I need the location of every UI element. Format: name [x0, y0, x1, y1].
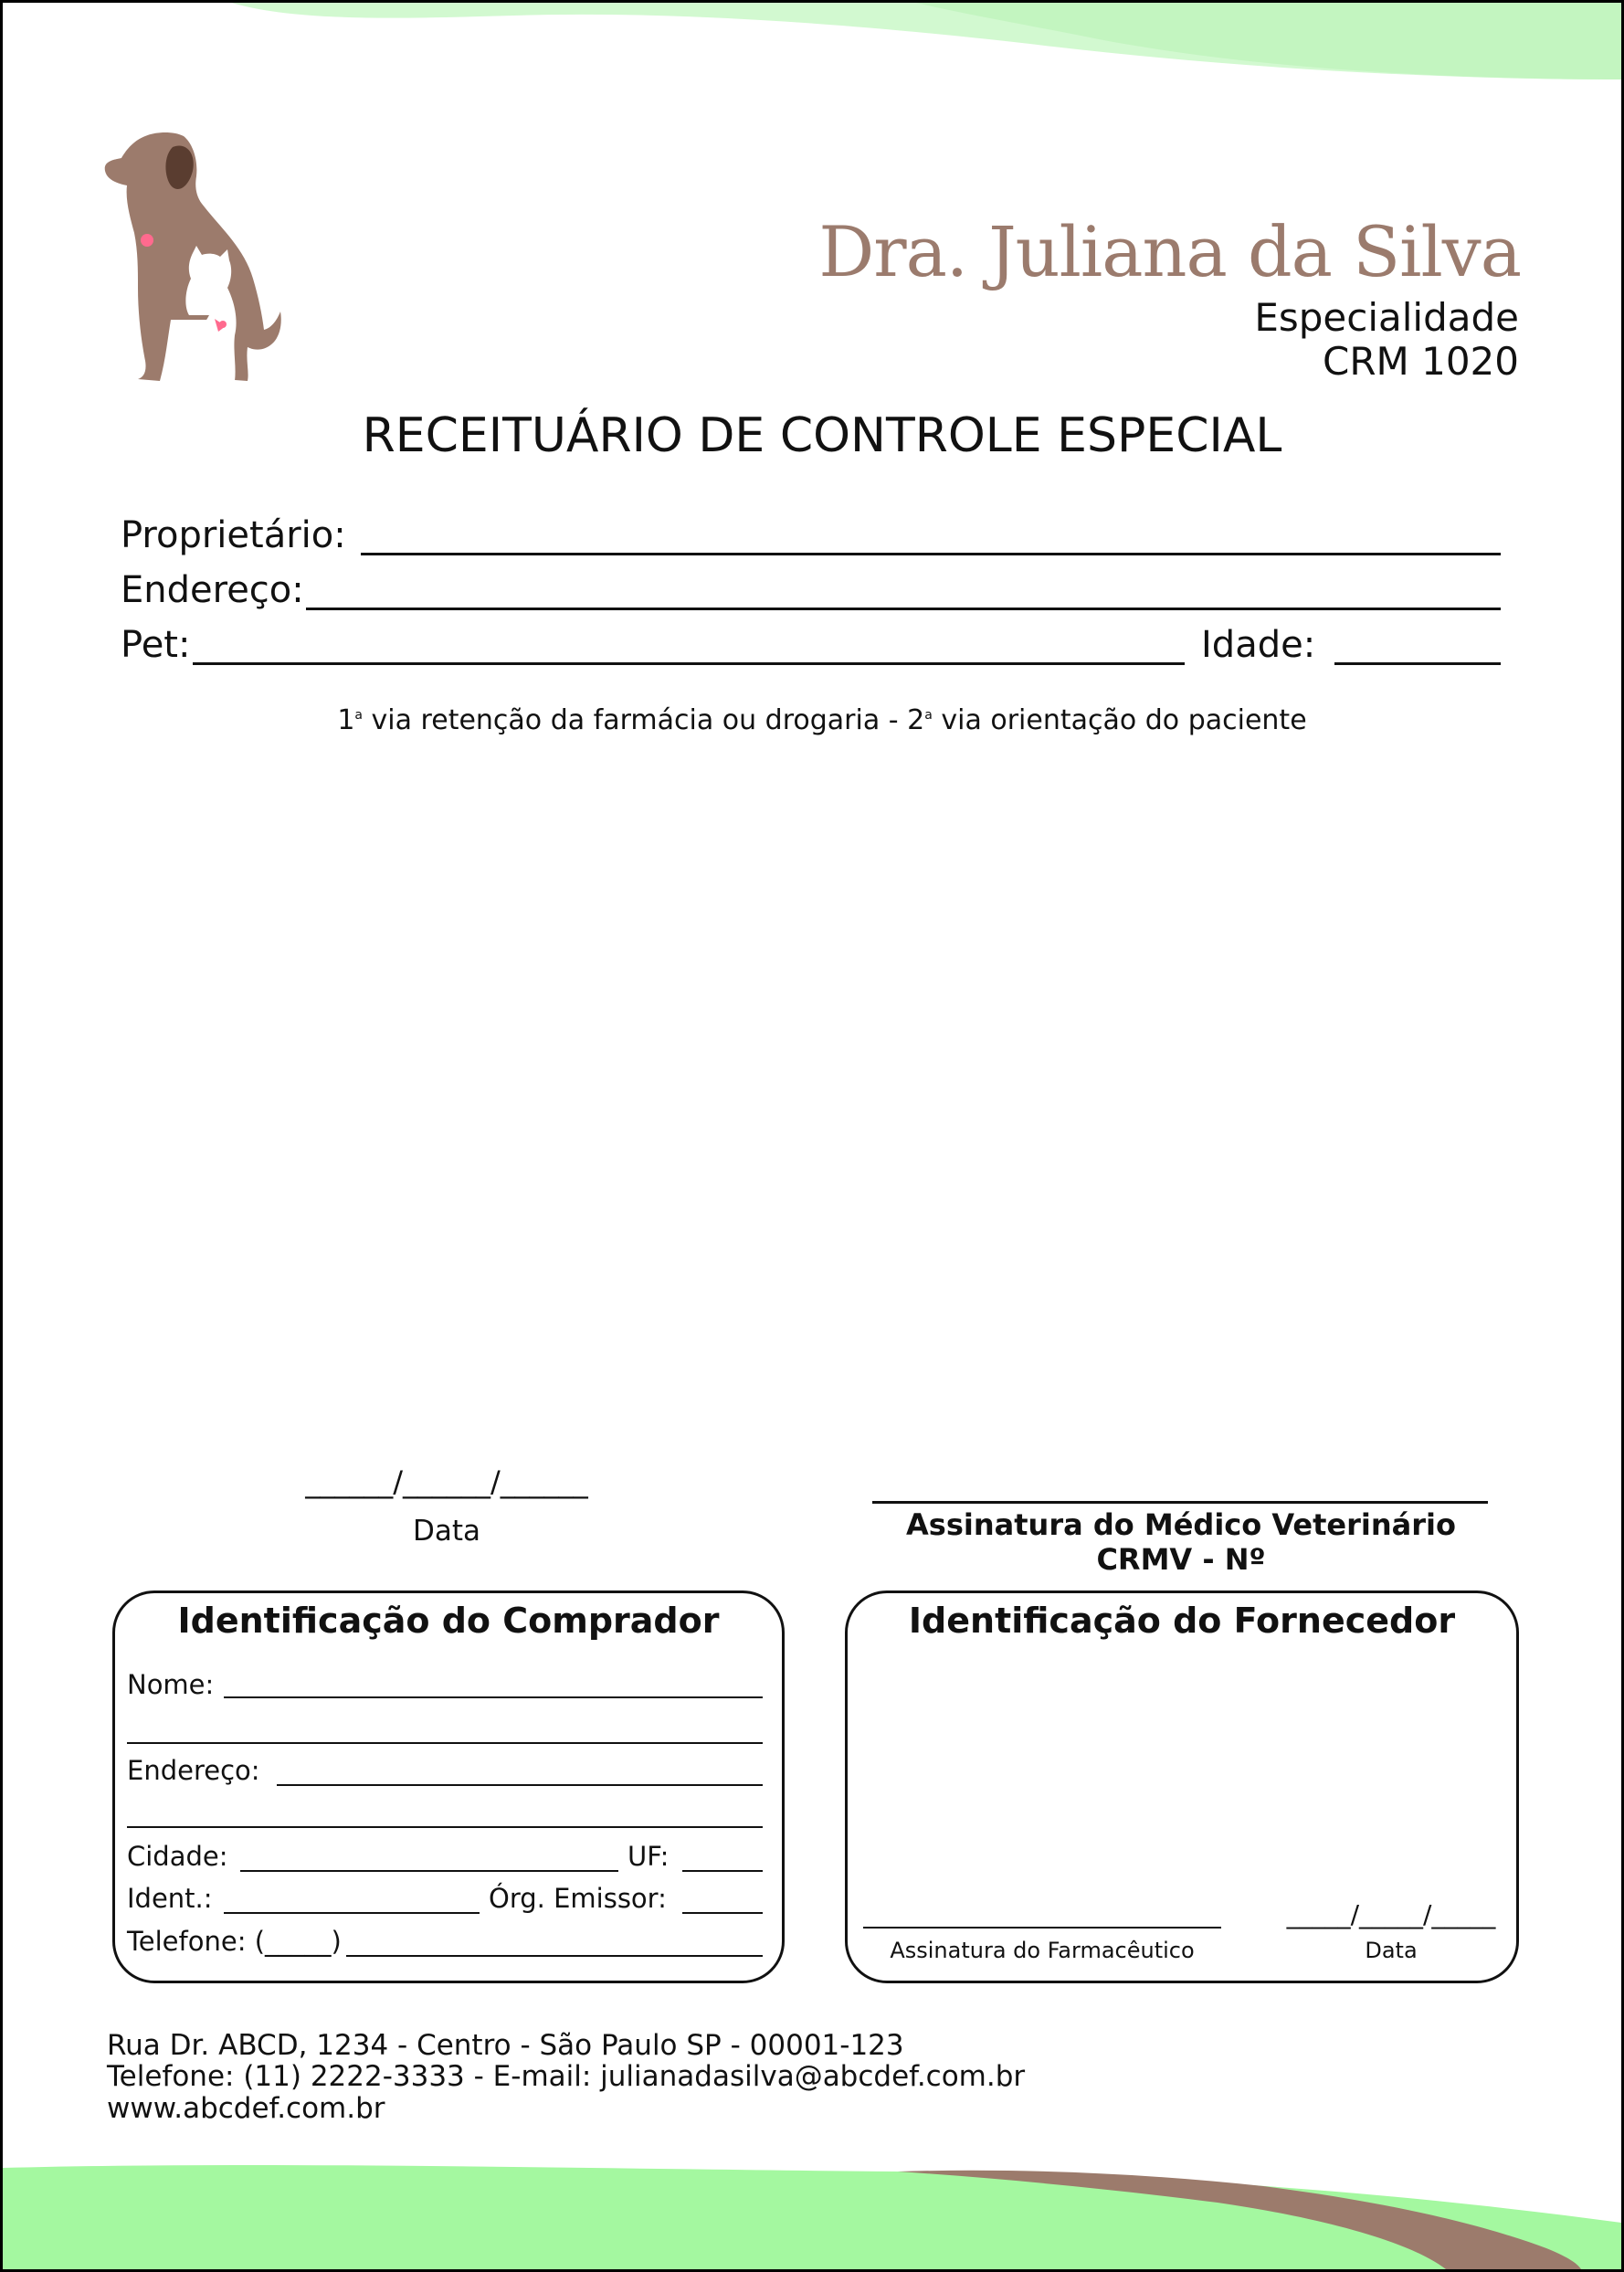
buyer-issuer-label: Órg. Emissor: — [489, 1883, 667, 1914]
buyer-issuer-field[interactable] — [682, 1912, 763, 1914]
bottom-wave-decoration — [3, 2159, 1621, 2269]
date-label: Data — [412, 1515, 481, 1548]
supplier-date-label: Data — [1365, 1938, 1418, 1963]
vet-signature-label: Assinatura do Médico Veterinário — [906, 1507, 1456, 1542]
age-label: Idade: — [1201, 624, 1316, 666]
buyer-identification-box — [112, 1590, 785, 1983]
address-label: Endereço: — [121, 569, 304, 611]
dog-and-cat-logo-icon — [101, 132, 289, 384]
top-wave-decoration — [3, 3, 1621, 85]
buyer-name-field-continued[interactable] — [127, 1742, 763, 1744]
buyer-address-field-continued[interactable] — [127, 1826, 763, 1828]
form-title: RECEITUÁRIO DE CONTROLE ESPECIAL — [362, 408, 1282, 463]
prescription-date-field[interactable]: ______/______/______ — [305, 1464, 588, 1499]
buyer-uf-label: UF: — [627, 1841, 670, 1872]
buyer-ident-field[interactable] — [224, 1912, 480, 1914]
address-field[interactable] — [306, 608, 1501, 610]
buyer-uf-field[interactable] — [682, 1870, 763, 1872]
owner-field[interactable] — [361, 553, 1501, 555]
doctor-crm: CRM 1020 — [1323, 339, 1519, 384]
owner-label: Proprietário: — [121, 514, 346, 556]
pet-label: Pet: — [121, 624, 191, 666]
copies-note — [3, 704, 1624, 736]
buyer-address-label: Endereço: — [127, 1755, 260, 1786]
buyer-address-field[interactable] — [277, 1784, 763, 1786]
buyer-ident-label: Ident.: — [127, 1883, 213, 1914]
supplier-date-field[interactable]: _____/_____/_____ — [1286, 1899, 1496, 1929]
footer-contact: Telefone: (11) 2222-3333 - E-mail: julianadasilva@abcdef.com.br — [107, 2060, 1026, 2093]
buyer-name-field[interactable] — [224, 1696, 763, 1698]
buyer-phone-label: Telefone: (_____) — [127, 1926, 342, 1957]
vet-signature-line[interactable] — [872, 1501, 1488, 1504]
footer-address: Rua Dr. ABCD, 1234 - Centro - São Paulo SP - 00001-123 — [107, 2029, 904, 2062]
buyer-city-field[interactable] — [240, 1870, 618, 1872]
pet-field[interactable] — [193, 662, 1185, 665]
copies-note-text-1: via retenção da farmácia ou drogaria - 2 — [363, 704, 925, 736]
supplier-box-title: Identificação do Fornecedor — [908, 1601, 1456, 1641]
buyer-name-label: Nome: — [127, 1669, 215, 1700]
copies-note-first-number: 1 — [337, 704, 355, 736]
copies-note-text-2: via orientação do paciente — [932, 704, 1307, 736]
doctor-specialty: Especialidade — [1254, 295, 1519, 340]
pharmacist-signature-line[interactable] — [863, 1927, 1221, 1929]
pharmacist-signature-label: Assinatura do Farmacêutico — [890, 1938, 1195, 1963]
age-field[interactable] — [1334, 662, 1501, 665]
doctor-name: Dra. Juliana da Silva — [818, 211, 1521, 292]
crmv-label: CRMV - Nº — [1096, 1542, 1266, 1577]
copies-note-ordinal-2: a — [924, 708, 933, 723]
copies-note-ordinal-1: a — [354, 708, 364, 723]
buyer-phone-field[interactable] — [346, 1955, 763, 1957]
buyer-box-title: Identificação do Comprador — [177, 1601, 720, 1641]
footer-website[interactable]: www.abcdef.com.br — [107, 2092, 385, 2125]
buyer-city-label: Cidade: — [127, 1841, 228, 1872]
